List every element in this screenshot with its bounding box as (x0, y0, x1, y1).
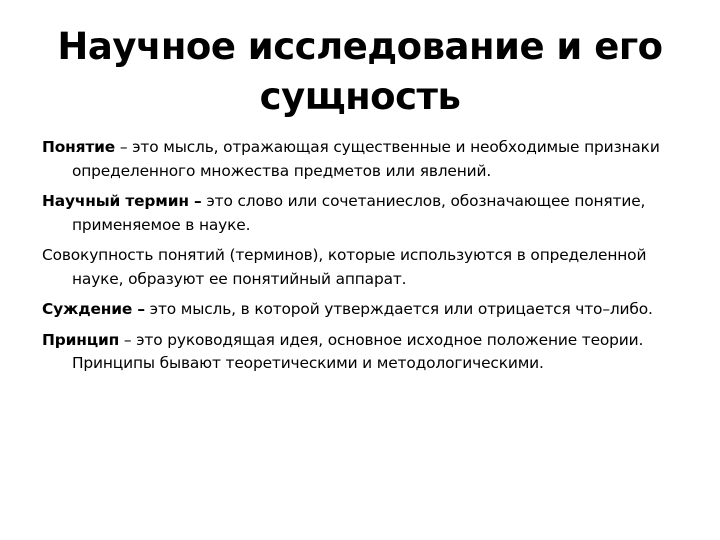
slide-body (42, 136, 692, 383)
paragraph-judgment (42, 298, 692, 322)
definition-scientific-term: это слово или сочетаниеслов, обозначающее понятие, применяемое в науке. (72, 192, 646, 234)
term-scientific-term: Научный термин – (42, 192, 202, 210)
paragraph-principle (42, 329, 692, 376)
term-concept: Понятие (42, 138, 116, 156)
paragraph-conceptual-apparatus (42, 244, 692, 291)
paragraph-scientific-term (42, 190, 692, 237)
term-judgment: Суждение – (42, 300, 145, 318)
definition-conceptual-apparatus: Совокупность понятий (терминов), которые используются в определенной науке, образуют ее понятийный аппарат. (42, 246, 647, 288)
paragraph-concept (42, 136, 692, 183)
definition-concept: – это мысль, отражающая существенные и необходимые признаки определенного множества предметов или явлений. (72, 138, 660, 180)
definition-judgment: это мысль, в которой утверждается или отрицается что–либо. (144, 300, 653, 318)
term-principle: Принцип (42, 330, 120, 349)
slide-title: Научное исследование и его сущность (57, 25, 663, 118)
definition-principle: – это руководящая идея, основное исходное положение теории. Принципы бывают теоретическими и методологическими. (72, 330, 644, 372)
